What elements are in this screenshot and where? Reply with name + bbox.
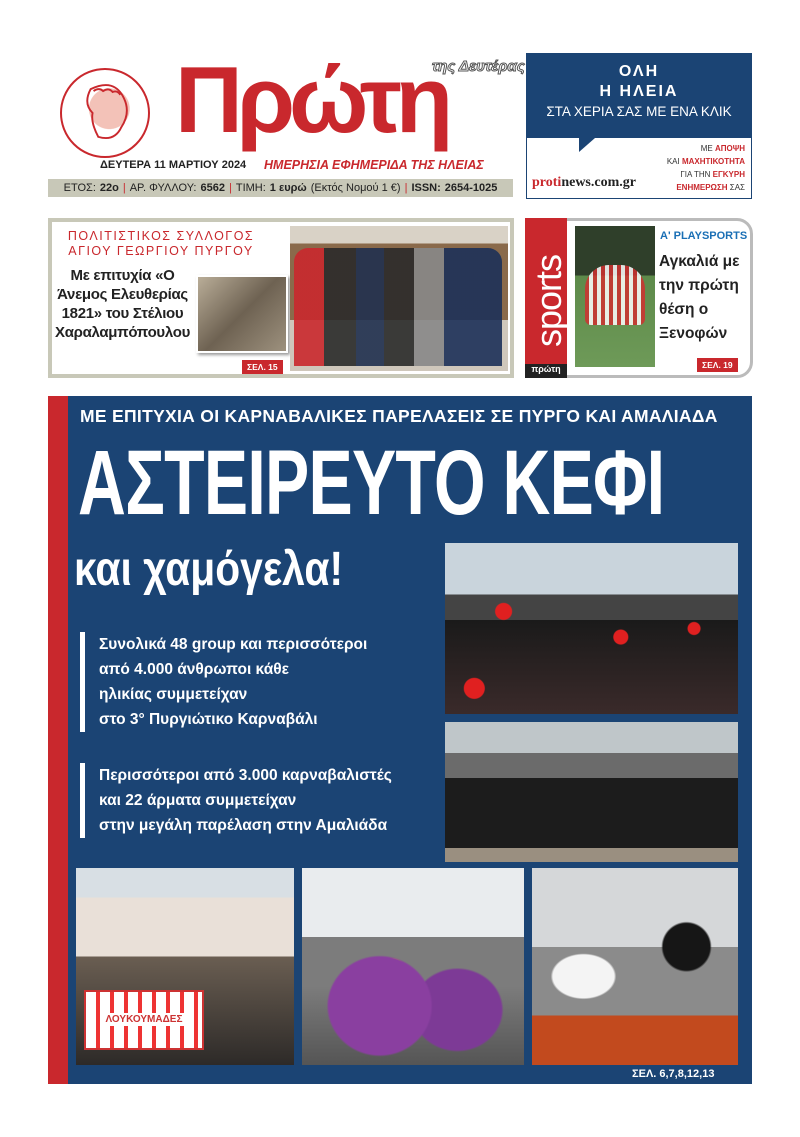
bullet-line: ηλικίας συμμετείχαν xyxy=(99,686,248,703)
sports-brand xyxy=(525,218,567,378)
separator: | xyxy=(122,182,126,194)
ancient-coin-logo xyxy=(60,68,150,158)
site-part: news.com.gr xyxy=(561,175,636,190)
protinews-promo[interactable] xyxy=(526,53,752,199)
issue-info-bar xyxy=(48,179,513,197)
bullet-amaliada xyxy=(80,763,392,838)
promo-site[interactable] xyxy=(532,175,636,191)
main-subheadline: και χαμόγελα! xyxy=(74,543,344,596)
sports-page-ref[interactable]: ΣΕΛ. 19 xyxy=(697,358,738,372)
claim xyxy=(667,181,745,194)
price-label: ΤΙΜΗ: xyxy=(235,182,266,194)
bullet-line: στο 3° Πυργιώτικο Καρναβάλι xyxy=(99,711,318,728)
separator: | xyxy=(404,182,408,194)
main-headline[interactable]: ΑΣΤΕΙΡΕΥΤΟ ΚΕΦΙ xyxy=(78,432,665,534)
site-part: proti xyxy=(532,175,562,190)
issn-value: 2654-1025 xyxy=(444,182,498,194)
sports-brand-word: sports xyxy=(528,254,569,348)
claim-text: ΜΕ xyxy=(700,144,715,153)
sports-headline[interactable]: Αγκαλιά με την πρώτη θέση ο Ξενοφών xyxy=(659,253,740,342)
price-note: (Εκτός Νομού 1 €) xyxy=(310,182,401,194)
separator: | xyxy=(228,182,232,194)
football-players xyxy=(585,265,645,325)
claim-text: ΣΑΣ xyxy=(727,183,745,192)
culture-page-ref[interactable]: ΣΕΛ. 15 xyxy=(242,360,283,374)
culture-kicker: ΠΟΛΙΤΙΣΤΙΚΟΣ ΣΥΛΛΟΓΟΣ ΑΓΙΟΥ ΓΕΩΡΓΙΟΥ ΠΥΡΓΟΥ xyxy=(67,229,255,258)
bullet-pyrgos xyxy=(80,632,367,732)
carnival-photo-parade xyxy=(445,722,738,862)
promo-line2: Η ΗΛΕΙΑ xyxy=(599,83,679,100)
bullet-line: Συνολικά 48 group και περισσότεροι xyxy=(99,636,368,653)
speech-bubble-tail xyxy=(579,138,595,152)
culture-headline[interactable]: Με επιτυχία «Ο Άνεμος Ελευθερίας 1821» του Στέλιου Χαραλαμπόπουλου xyxy=(54,267,191,341)
claim xyxy=(667,155,745,168)
loukoumades-stand xyxy=(84,990,204,1050)
claim-highlight: ΕΝΗΜΕΡΩΣΗ xyxy=(676,183,728,192)
promo-claims xyxy=(667,142,745,194)
bullet-line: από 4.000 άνθρωποι κάθε xyxy=(99,661,289,678)
promo-line1: ΟΛΗ xyxy=(618,63,660,80)
claim-highlight: ΜΑΧΗΤΙΚΟΤΗΤΑ xyxy=(681,157,745,166)
accent-bar xyxy=(48,396,68,1084)
stand-sign: ΛΟΥΚΟΥΜΑΔΕΣ xyxy=(103,1013,186,1026)
year-value: 22ο xyxy=(99,182,119,194)
paper-description: ΗΜΕΡΗΣΙΑ ΕΦΗΜΕΡΙΔΑ ΤΗΣ ΗΛΕΙΑΣ xyxy=(264,158,484,172)
bullet-line: και 22 άρματα συμμετείχαν xyxy=(99,792,297,809)
masthead-tagline: της Δευτέρας xyxy=(432,58,525,75)
main-page-refs[interactable]: ΣΕΛ. 6,7,8,12,13 xyxy=(632,1068,715,1080)
carnival-photo-hearts xyxy=(445,543,738,714)
price-value: 1 ευρώ xyxy=(269,182,307,194)
promo-line3: ΣΤΑ ΧΕΡΙΑ ΣΑΣ ΜΕ ΕΝΑ ΚΛΙΚ xyxy=(546,104,732,119)
bullet-line: στην μεγάλη παρέλαση στην Αμαλιάδα xyxy=(99,817,388,834)
sports-brand-sub: πρώτη xyxy=(525,364,567,378)
issue-value: 6562 xyxy=(200,182,225,194)
group-people xyxy=(294,248,502,366)
masthead-title: Πρώτη xyxy=(175,47,448,152)
claim-highlight: ΑΠΟΨΗ xyxy=(714,144,745,153)
claim-highlight: ΕΓΚΥΡΗ xyxy=(712,170,745,179)
claim xyxy=(667,168,745,181)
claim xyxy=(667,142,745,155)
main-kicker: ΜΕ ΕΠΙΤΥΧΙΑ ΟΙ ΚΑΡΝΑΒΑΛΙΚΕΣ ΠΑΡΕΛΑΣΕΙΣ ΣΕ ΠΥΡΓΟ ΚΑΙ ΑΜΑΛΙΑΔΑ xyxy=(80,406,718,426)
claim-text: ΓΙΑ ΤΗΝ xyxy=(680,170,713,179)
theater-photo xyxy=(196,275,288,353)
carnival-photo-singer xyxy=(532,868,738,1065)
bullet-line: Περισσότεροι από 3.000 καρναβαλιστές xyxy=(99,767,392,784)
issue-label: ΑΡ. ΦΥΛΛΟΥ: xyxy=(129,182,197,194)
year-label: ΕΤΟΣ: xyxy=(63,182,96,194)
claim-text: ΚΑΙ xyxy=(666,157,682,166)
sports-kicker: Α' PLAYSPORTS xyxy=(660,230,748,242)
issue-date: ΔΕΥΤΕΡΑ 11 ΜΑΡΤΙΟΥ 2024 xyxy=(100,159,247,171)
carnival-photo-costumes xyxy=(302,868,524,1065)
issn-label: ISSN: xyxy=(411,182,441,194)
